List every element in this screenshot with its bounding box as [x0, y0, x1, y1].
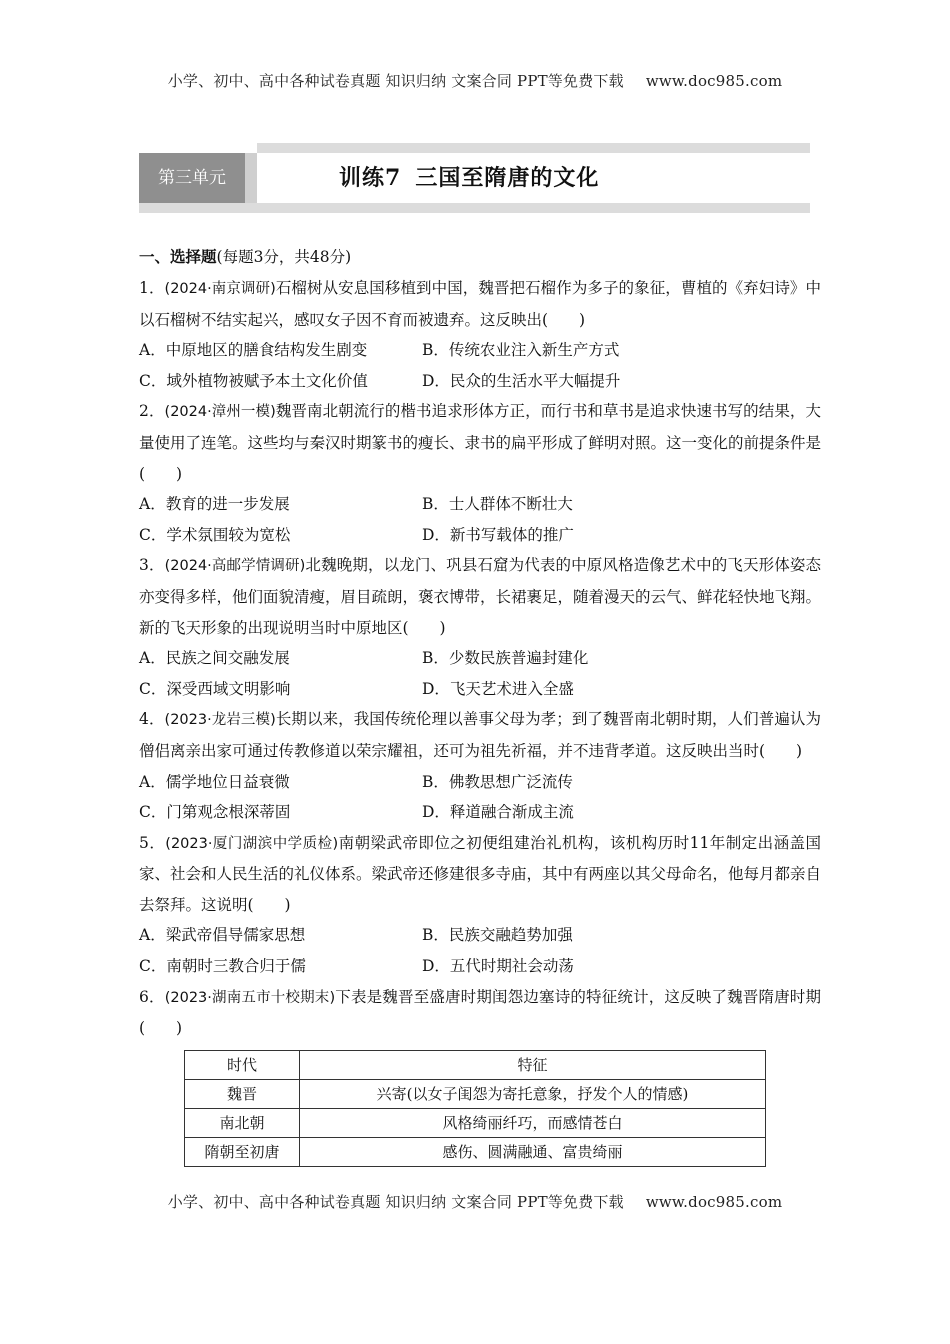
question-3: [139, 550, 821, 704]
cell-feature: 兴寄(以女子闺怨为寄托意象，抒发个人的情感): [300, 1079, 766, 1108]
option-b: B．传统农业注入新生产方式: [422, 341, 620, 360]
question-stem: [139, 828, 821, 921]
question-6: [139, 982, 821, 1167]
option-a: A．中原地区的膳食结构发生剧变: [139, 341, 368, 360]
question-text: 南朝梁武帝即位之初便组建治礼机构，该机构历时11年制定出涵盖国家、社会和人民生活的礼仪体系。梁武帝还修建很多寺庙，其中有两座以其父母命名，他每月都亲自去祭拜。这说明( ): [139, 833, 822, 914]
page-header: [0, 70, 950, 91]
unit-banner: [139, 143, 810, 213]
section-title: 一、选择题: [139, 248, 217, 266]
column-header-feature: 特征: [300, 1050, 766, 1079]
option-d: D．释道融合渐成主流: [422, 803, 574, 822]
cell-era: 南北朝: [185, 1108, 300, 1137]
option-c: C．深受西域文明影响: [139, 679, 291, 698]
option-a: A．教育的进一步发展: [139, 495, 290, 514]
question-stem: [139, 396, 821, 489]
question-text: 下表是魏晋至盛唐时期闺怨边塞诗的特征统计，这反映了魏晋隋唐时期( ): [139, 987, 821, 1038]
options: [139, 920, 821, 981]
question-text: 长期以来，我国传统伦理以善事父母为孝；到了魏晋南北朝时期，人们普遍认为僧侣离亲出家可通过传教修道以荣宗耀祖，还可为祖先祈福，并不违背孝道。这反映出当时( ): [139, 710, 821, 760]
question-4: [139, 704, 821, 827]
question-text: 石榴树从安息国移植到中国，魏晋把石榴作为多子的象征，曹植的《弃妇诗》中以石榴树不结实起兴，感叹女子因不育而被遗弃。这反映出( ): [139, 279, 821, 329]
footer-url[interactable]: www.doc985.com: [645, 1193, 783, 1211]
table-row: [185, 1079, 766, 1108]
options: [139, 489, 821, 550]
header-url[interactable]: www.doc985.com: [645, 72, 783, 90]
question-number: 5．: [139, 833, 166, 852]
option-c: C．南朝时三教合归于儒: [139, 957, 306, 976]
header-text: 小学、初中、高中各种试卷真题 知识归纳 文案合同 PPT等免费下载: [167, 72, 624, 90]
section-heading: [139, 245, 821, 269]
option-d: D．民众的生活水平大幅提升: [422, 371, 621, 390]
options: [139, 767, 821, 828]
question-number: 2．: [139, 402, 165, 421]
lesson-number: 训练7: [339, 165, 402, 191]
banner-bottom-bar: [139, 203, 810, 213]
question-stem: [139, 550, 821, 643]
question-number: 6．: [139, 987, 165, 1006]
question-source: (2023·龙岩三模): [164, 712, 276, 729]
cell-feature: 风格绮丽纤巧，而感情苍白: [300, 1108, 766, 1137]
option-c: C．学术氛围较为宽松: [139, 525, 291, 544]
question-1: [139, 273, 821, 396]
options: [139, 643, 821, 704]
lesson-title: [339, 161, 599, 192]
options: [139, 335, 821, 396]
question-number: 1．: [139, 279, 165, 297]
cell-feature: 感伤、圆满融通、富贵绮丽: [300, 1137, 766, 1166]
question-source: (2024·南京调研): [164, 281, 276, 297]
question-source: (2023·厦门湖滨中学质检): [165, 835, 339, 852]
table-row: [185, 1108, 766, 1137]
question-text: 魏晋南北朝流行的楷书追求形体方正，而行书和草书是追求快速书写的结果，大量使用了连笔。这些均与秦汉时期篆书的瘦长、隶书的扁平形成了鲜明对照。这一变化的前提条件是( ): [139, 402, 822, 483]
option-d: D．飞天艺术进入全盛: [422, 679, 574, 698]
option-b: B．民族交融趋势加强: [422, 926, 573, 945]
banner-top-bar: [257, 143, 810, 153]
feature-table: [184, 1050, 766, 1167]
option-a: A．民族之间交融发展: [139, 649, 290, 668]
option-d: D．新书写载体的推广: [422, 525, 574, 544]
option-b: B．佛教思想广泛流传: [422, 772, 573, 791]
question-source: (2023·湖南五市十校期末): [164, 989, 336, 1006]
footer-text: 小学、初中、高中各种试卷真题 知识归纳 文案合同 PPT等免费下载: [167, 1193, 624, 1211]
option-a: A．儒学地位日益衰微: [139, 772, 290, 791]
option-a: A．梁武帝倡导儒家思想: [139, 926, 306, 945]
cell-era: 隋朝至初唐: [185, 1137, 300, 1166]
question-stem: [139, 982, 821, 1044]
option-b: B．士人群体不断壮大: [422, 495, 573, 514]
question-text: 北魏晚期，以龙门、巩县石窟为代表的中原风格造像艺术中的飞天形体姿态亦变得多样，他们面貌清瘦，眉目疏朗，褒衣博带，长裙裹足，随着漫天的云气、鲜花轻快地飞翔。新的飞天形象的出现说明当时中原地区( ): [139, 556, 822, 637]
table-header-row: [185, 1050, 766, 1079]
cell-era: 魏晋: [185, 1079, 300, 1108]
page-footer: [0, 1191, 950, 1212]
option-d: D．五代时期社会动荡: [422, 957, 574, 976]
lesson-name: 三国至隋唐的文化: [415, 165, 600, 191]
question-stem: [139, 273, 821, 335]
section-note: (每题3分，共48分): [216, 248, 352, 266]
question-2: [139, 396, 821, 550]
table-row: [185, 1137, 766, 1166]
question-source: (2024·漳州一模): [164, 404, 276, 421]
column-header-era: 时代: [185, 1050, 300, 1079]
question-content: [139, 245, 821, 1167]
question-number: 3．: [139, 556, 165, 575]
question-source: (2024·高邮学情调研): [164, 558, 306, 575]
option-c: C．门第观念根深蒂固: [139, 803, 291, 822]
option-b: B．少数民族普遍封建化: [422, 649, 589, 668]
option-c: C．域外植物被赋予本土文化价值: [139, 371, 368, 390]
question-5: [139, 828, 821, 982]
banner-separator: [245, 153, 257, 203]
unit-label: 第三单元: [139, 153, 245, 203]
question-stem: [139, 704, 821, 766]
question-number: 4．: [139, 710, 165, 729]
